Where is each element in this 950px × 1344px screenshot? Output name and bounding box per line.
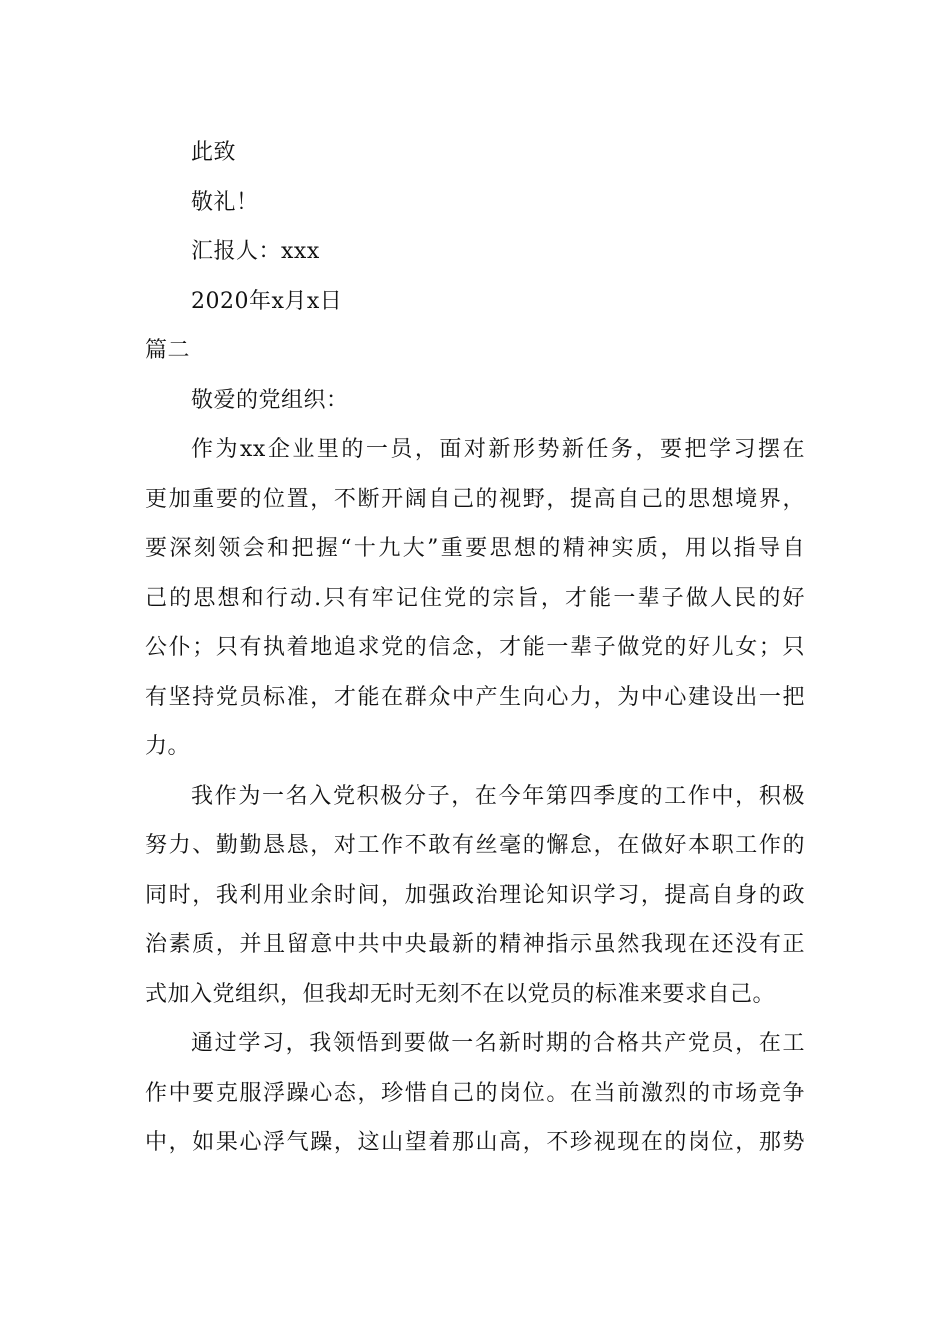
closing-regards: 敬礼！ <box>191 189 259 215</box>
closing-salute: 此致 <box>191 140 237 165</box>
paragraph-line: 己的思想和行动.只有牢记住党的宗旨，才能一辈子做人民的好 <box>145 585 805 611</box>
paragraph-line: 努力、勤勤恳恳，对工作不敢有丝毫的懈怠，在做好本职工作的 <box>145 833 805 858</box>
reporter-signature: 汇报人：xxx <box>191 239 320 264</box>
paragraph-2 <box>145 772 805 1020</box>
paragraph-line: 公仆；只有执着地追求党的信念，才能一辈子做党的好儿女；只 <box>145 635 805 660</box>
paragraph-line: 要深刻领会和把握“十九大”重要思想的精神实质，用以指导自 <box>145 536 805 561</box>
paragraph-line: 有坚持党员标准，才能在群众中产生向心力，为中心建设出一把 <box>145 684 805 710</box>
paragraph-line: 通过学习，我领悟到要做一名新时期的合格共产党员，在工 <box>191 1031 805 1056</box>
paragraph-line: 更加重要的位置，不断开阔自己的视野，提高自己的思想境界， <box>145 486 805 512</box>
paragraph-line: 作中要克服浮躁心态，珍惜自己的岗位。在当前激烈的市场竞争 <box>145 1080 805 1106</box>
paragraph-line: 力。 <box>145 734 191 759</box>
paragraph-line: 中，如果心浮气躁，这山望着那山高，不珍视现在的岗位，那势 <box>145 1130 805 1155</box>
salutation: 敬爱的党组织： <box>191 387 349 413</box>
paragraph-3 <box>145 1019 805 1168</box>
letter-body <box>145 128 805 1168</box>
paragraph-line: 同时，我利用业余时间，加强政治理论知识学习，提高自身的政 <box>145 882 805 908</box>
paragraph-line: 式加入党组织，但我却无时无刻不在以党员的标准来要求自己。 <box>145 981 776 1007</box>
paragraph-line: 治素质，并且留意中共中央最新的精神指示虽然我现在还没有正 <box>145 932 805 957</box>
section-heading: 篇二 <box>145 338 191 363</box>
paragraph-line: 我作为一名入党积极分子，在今年第四季度的工作中，积极 <box>191 783 805 809</box>
paragraph-line: 作为xx企业里的一员，面对新形势新任务，要把学习摆在 <box>191 437 805 462</box>
paragraph-1 <box>145 425 805 772</box>
report-date: 2020年x月x日 <box>191 288 343 314</box>
